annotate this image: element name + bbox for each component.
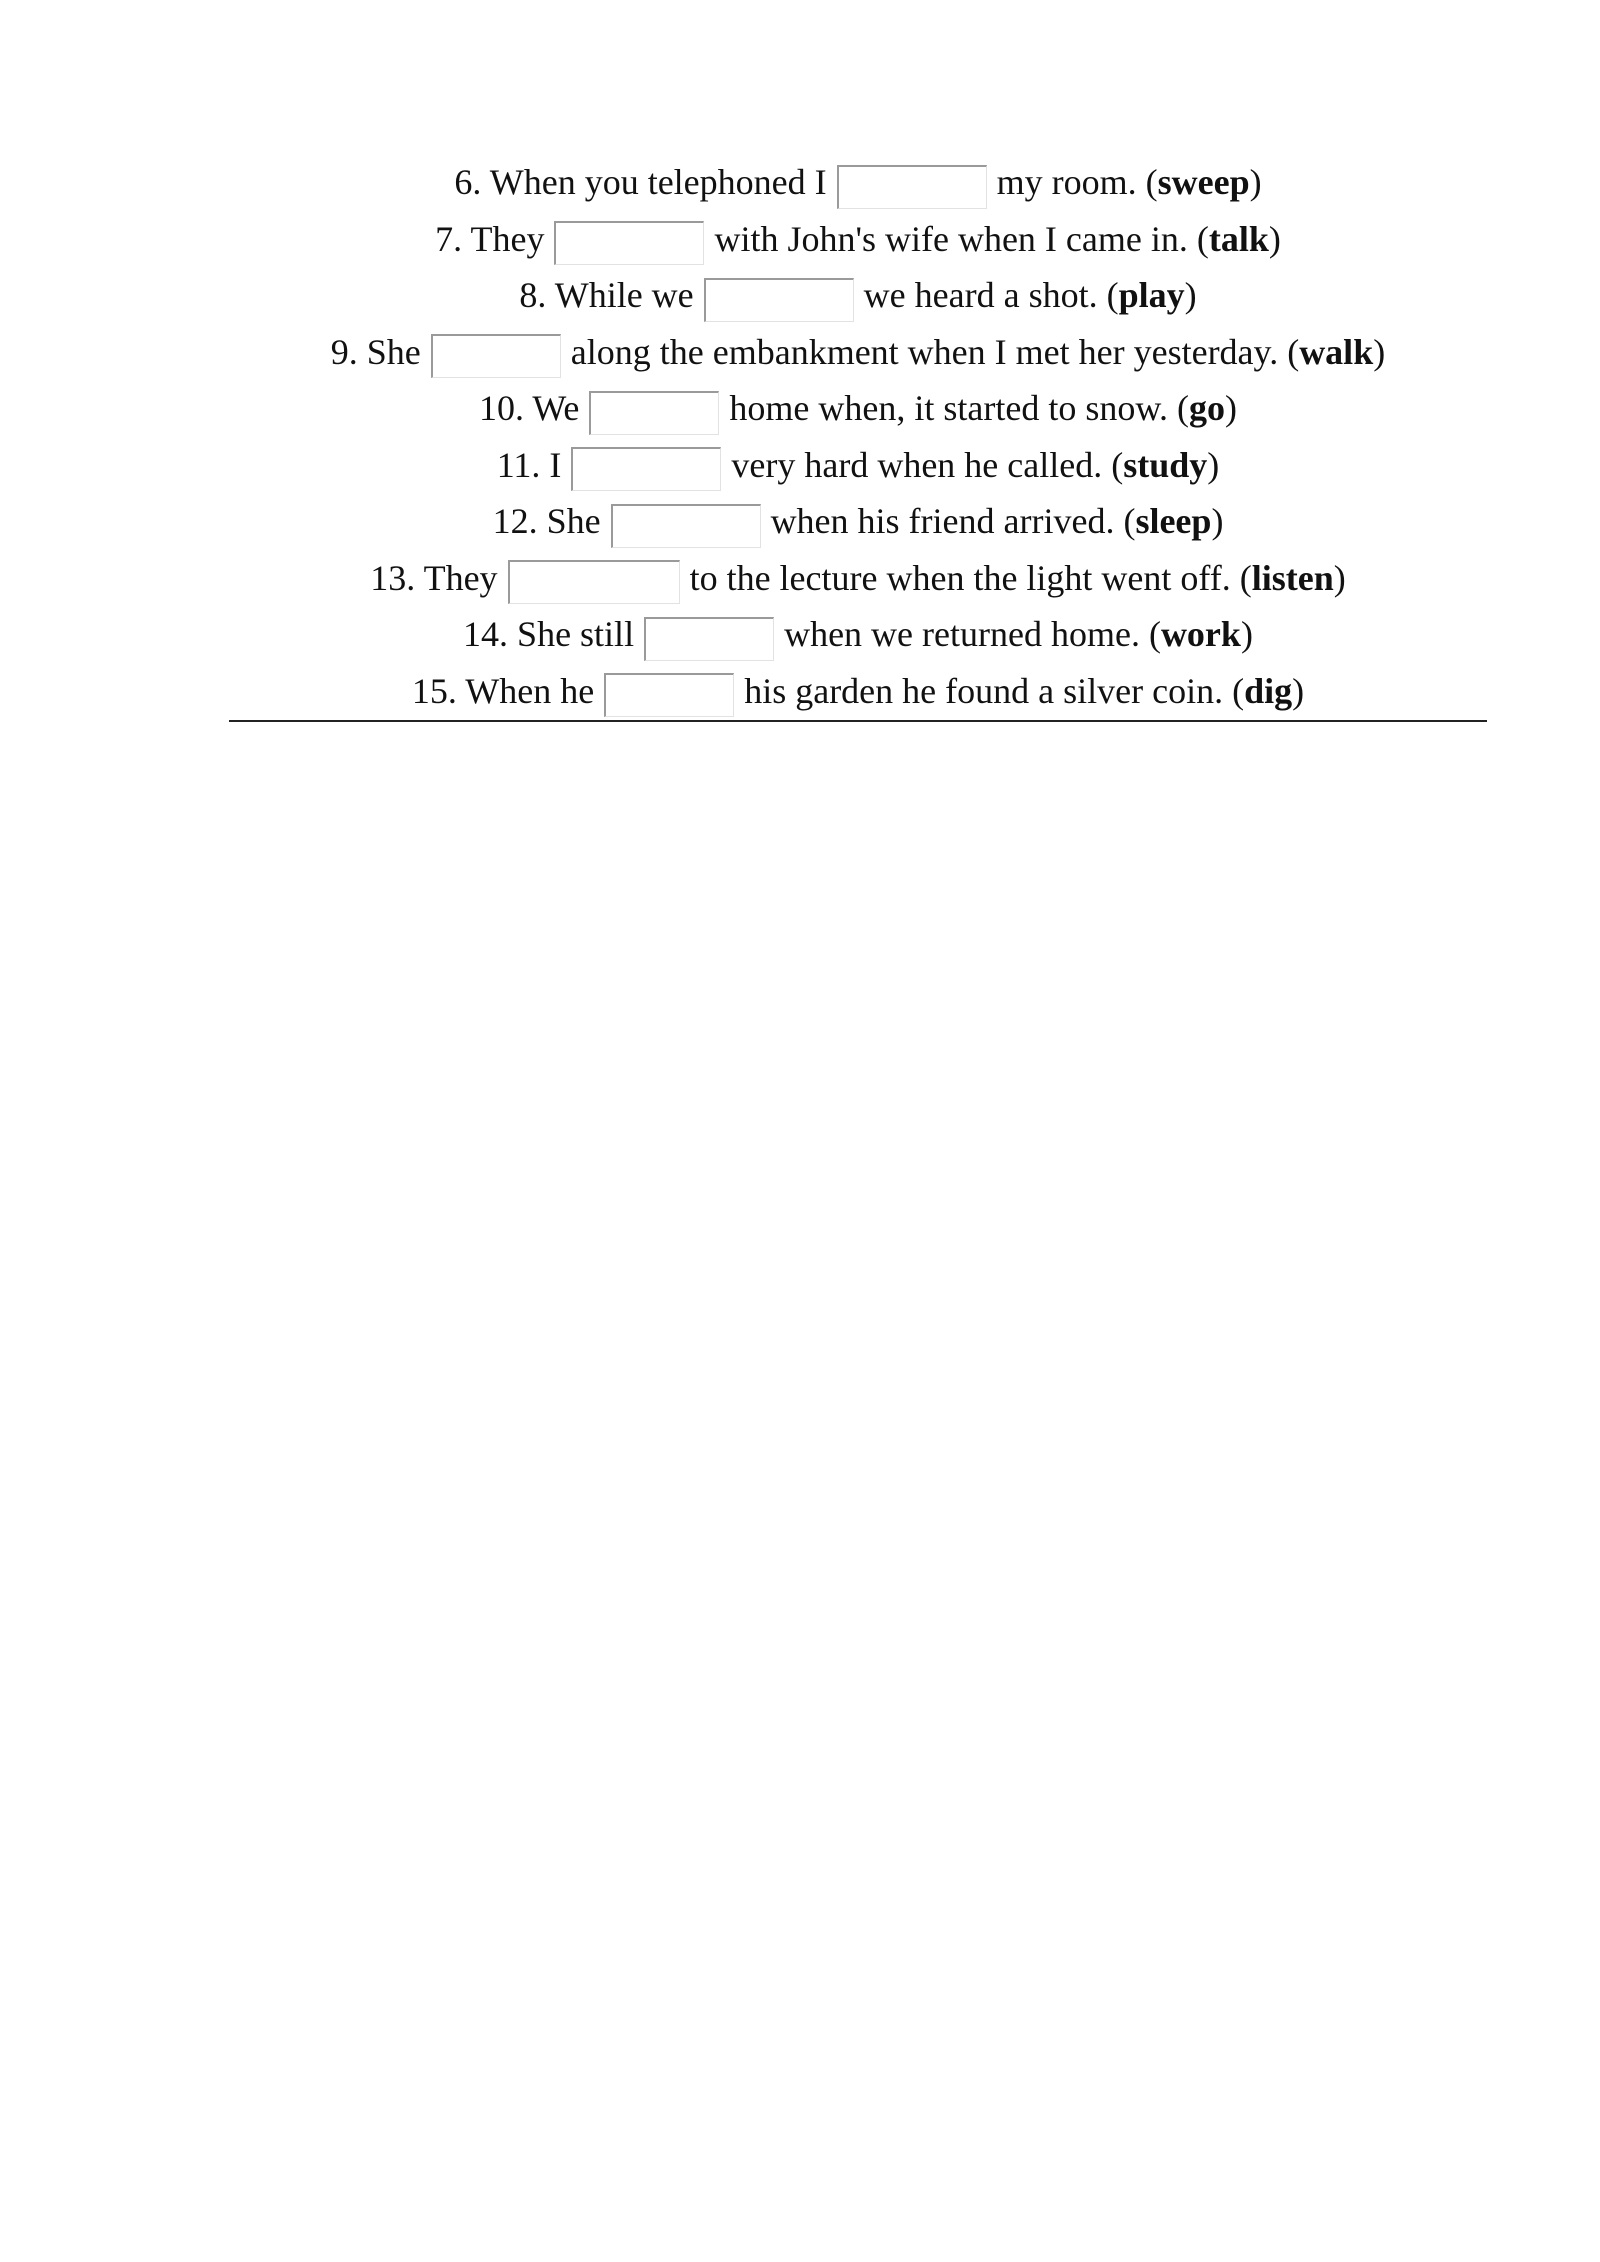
past-continuous-exercise [229,154,1487,719]
item-text-after: along the embankment when I met her yesterday. ( [570,331,1300,372]
exercise-item-9 [229,324,1487,381]
item-close-paren: ) [1240,614,1253,654]
item-text-after: when his friend arrived. ( [770,501,1136,541]
item-text-after: we heard a shot. ( [863,275,1119,315]
bottom-divider-line [229,720,1487,722]
item-close-paren: ) [1373,331,1386,372]
exercise-item-8 [229,267,1487,324]
item-text-after: his garden he found a silver coin. ( [744,670,1245,711]
exercise-item-14 [229,606,1487,663]
exercise-item-6 [229,154,1487,211]
item-text-before: 9. She [330,331,421,372]
exercise-item-10 [229,380,1487,437]
item-text-before: 14. She still [463,614,635,654]
base-verb: play [1118,275,1185,315]
item-close-paren: ) [1333,557,1346,598]
item-close-paren: ) [1292,670,1305,711]
answer-input-10[interactable] [589,391,719,435]
answer-input-9[interactable] [431,334,561,378]
item-text-before: 6. When you telephoned I [454,162,827,202]
item-close-paren: ) [1211,501,1224,541]
item-close-paren: ) [1249,162,1262,202]
item-close-paren: ) [1268,218,1281,259]
item-close-paren: ) [1225,388,1238,428]
item-close-paren: ) [1184,275,1197,315]
base-verb: sweep [1157,162,1250,202]
item-text-after: to the lecture when the light went off. ( [689,557,1252,598]
item-text-after: home when, it started to snow. ( [729,388,1190,428]
base-verb: dig [1244,670,1293,711]
exercise-item-13 [229,550,1487,607]
base-verb: listen [1251,557,1334,598]
answer-input-15[interactable] [604,673,734,717]
item-text-before: 13. They [370,557,498,598]
item-text-before: 7. They [435,218,545,259]
base-verb: study [1123,444,1208,485]
base-verb: walk [1299,331,1374,372]
answer-input-12[interactable] [611,504,761,548]
answer-input-6[interactable] [837,165,987,209]
exercise-item-15 [229,663,1487,720]
item-text-before: 8. While we [519,275,694,315]
base-verb: go [1189,388,1226,428]
item-text-after: very hard when he called. ( [731,444,1124,485]
item-text-before: 12. She [492,501,601,541]
base-verb: sleep [1135,501,1212,541]
item-text-after: with John's wife when I came in. ( [714,218,1209,259]
item-text-before: 10. We [478,388,580,428]
base-verb: work [1160,614,1241,654]
answer-input-14[interactable] [644,617,774,661]
item-text-before: 15. When he [411,670,595,711]
item-close-paren: ) [1207,444,1220,485]
exercise-item-7 [229,211,1487,268]
base-verb: talk [1208,218,1269,259]
exercise-item-11 [229,437,1487,494]
item-text-after: when we returned home. ( [784,614,1161,654]
answer-input-7[interactable] [554,221,704,265]
exercise-item-12 [229,493,1487,550]
item-text-after: my room. ( [996,162,1158,202]
answer-input-8[interactable] [704,278,854,322]
answer-input-11[interactable] [571,447,721,491]
item-text-before: 11. I [496,444,562,485]
answer-input-13[interactable] [508,560,680,604]
